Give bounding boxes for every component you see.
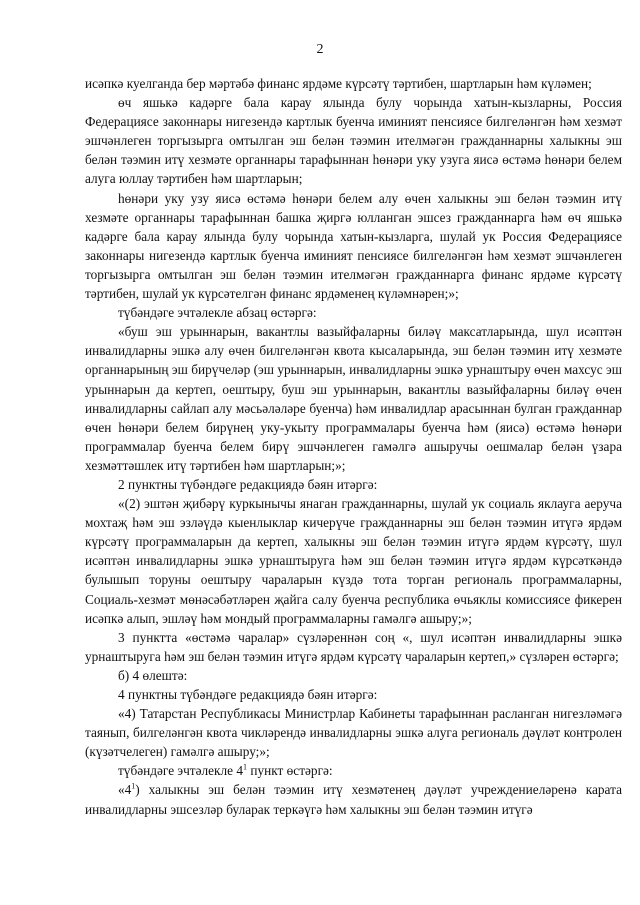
paragraph: 3 пунктта «өстәмә чаралар» сүзләреннән соң «, шул исәптән инвалидларны эшкә урнаштыруга һәм эш белән тәэмин итүгә ярдәм күрсәтү чараларын кертеп,» сүзләрен өстәргә; <box>85 629 622 664</box>
paragraph: «(2) эштән җибәрү куркынычы янаган гражданнарны, шулай ук социаль яклауга аеруча мохтаҗ һәм эш эзләүдә кыенлыклар кичерүче гражданнарны эш белән тәэмин итүгә ярдәм күрсәтү программаларын да кертеп, халыкны эш белән тәэмин итүгә ярдәм күрсәтү, шул исәптән инвалидларны эшкә урнаштыруга һәм эш белән тәэмин итүгә ярдәм күрсәткәндә булышып торуны оештыру чараларын күздә тота торган региональ программаларны, Социаль-хезмәт мөнәсәбәтләрен җайга салу буенча республика өчьяклы комиссиясе фикерен исәпкә алып, эшләү һәм мондый программаларны гамәлгә ашыру;»; <box>85 496 622 626</box>
paragraph: 2 пунктны түбәндәге редакциядә бәян итәргә: <box>118 476 378 492</box>
page-number: 2 <box>316 42 324 57</box>
paragraph: «буш эш урыннарын, вакантлы вазыйфаларны биләү максатларында, шул исәптән инвалидларны эшкә алу өчен билгеләнгән квота кысаларында, эш белән тәэмин итү хезмәте органнарының эш бирүчеләр (эш урыннарын, инвалидларны эшкә урнаштыру өчен махсус эш урыннарын да кертеп, оештыру, буш эш урыннарын, вакантлы вазыйфаларны биләү өчен инвалидларны сайлап алу мәсьәләләре буенча) һәм инвалидлар арасыннан булган гражданнар өчен һөнәри белем бирүнең уку-укыту программалары буенча һәм (яисә) өстәмә һөнәри программалар буенча белем бирү эшчәнлеген гамәлгә ашыручы оешмалар белән үзара хезмәттәшлек итү тәртибен һәм шартларын;»; <box>85 324 622 473</box>
paragraph: түбәндәге эчтәлекле $4^1$ пункт өстәргә: <box>118 762 333 779</box>
paragraph: 4 пунктны түбәндәге редакциядә бәян итәргә: <box>118 687 378 702</box>
document-body <box>85 74 622 819</box>
paragraph: һөнәри уку узу яисә өстәмә һөнәри белем алу өчен халыкны эш белән тәэмин итү хезмәте органнары тарафыннан башка җиргә юлланган эшсез гражданнарга һәм өч яшькә кадәрге бала карау ялында булу чорында хатын-кызларга, шулай ук Россия Федерациясе законнары нигезендә картлык буенча иминият пенсиясе билгеләнгән һәм хезмәт эшчәнлеген торгызырга омтылган эш белән тәэмин ителмәгән гражданнарга финанс ярдәме күрсәтү тәртибен, шулай ук күрсәтелгән финанс ярдәменең күләмнәрен;»; <box>85 190 622 302</box>
paragraph: исәпкә куелганда бер мәртәбә финанс ярдәме күрсәтү тәртибен, шартларын һәм күләмен; <box>85 76 592 91</box>
paragraph: түбәндәге эчтәлекле абзац өстәргә: <box>118 305 317 321</box>
paragraph: өч яшькә кадәрге бала карау ялында булу чорында хатын-кызларны, Россия Федерациясе законнары нигезендә картлык буенча иминият пенсиясе билгеләнгән һәм хезмәт эшчәнлеген торгызырга омтылган эш белән тәэмин ителмәгән гражданнарны халыкны эш белән тәэмин итү хезмәте органнары тарафыннан һөнәри уку узуга яисә өстәмә һөнәри белем алуга юллау тәртибен һәм шартларын; <box>85 95 622 187</box>
paragraph: «4) Татарстан Республикасы Министрлар Кабинеты тарафыннан расланган нигезләмәгә таянып, билгеләнгән квота чикләрендә инвалидларны эшкә алуга региональ дәүләт контролен (күзәтчелеген) гамәлгә ашыру;»; <box>85 706 622 760</box>
paragraph: б) 4 өлештә: <box>118 667 188 683</box>
paragraph: «$4^1$) халыкны эш белән тәэмин итү хезмәтенең дәүләт учреждениеләренә карата инвалидларны эшсезләр буларак теркәүгә һәм халыкны эш белән тәэмин итүгә <box>85 782 622 817</box>
